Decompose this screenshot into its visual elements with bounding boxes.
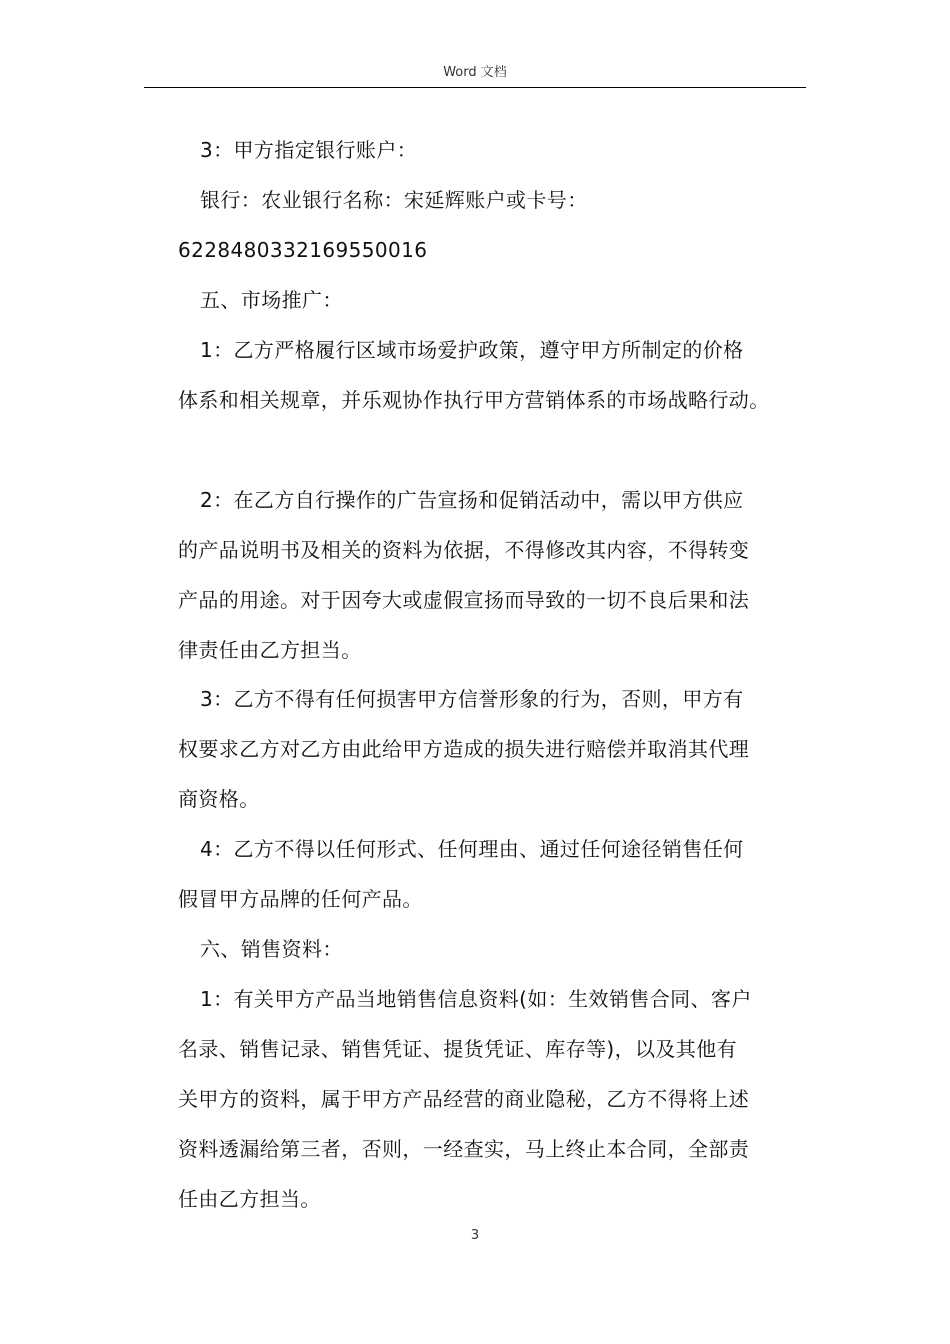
text-line: 产品的用途。对于因夸大或虚假宣扬而导致的一切不良后果和法 — [178, 588, 750, 612]
text-line: 3：乙方不得有任何损害甲方信誉形象的行为，否则，甲方有 — [200, 687, 744, 711]
page-header-title: Word 文档 — [443, 65, 507, 80]
text-line: 权要求乙方对乙方由此给甲方造成的损失进行赔偿并取消其代理 — [178, 737, 750, 761]
text-line: 资料透漏给第三者，否则，一经查实，马上终止本合同，全部责 — [178, 1137, 750, 1161]
text-line: 的产品说明书及相关的资料为依据，不得修改其内容，不得转变 — [178, 538, 750, 562]
text-line: 体系和相关规章，并乐观协作执行甲方营销体系的市场战略行动。 — [178, 388, 770, 412]
text-line: 1：有关甲方产品当地销售信息资料(如：生效销售合同、客户 — [200, 987, 752, 1011]
text-line: 3：甲方指定银行账户： — [200, 138, 418, 162]
text-line: 律责任由乙方担当。 — [178, 638, 362, 662]
text-line: 银行：农业银行名称：宋延辉账户或卡号： — [200, 188, 588, 212]
text-line: 2：在乙方自行操作的广告宣扬和促销活动中，需以甲方供应 — [200, 488, 744, 512]
header-divider — [144, 87, 806, 88]
text-line: 名录、销售记录、销售凭证、提货凭证、库存等)，以及其他有 — [178, 1037, 738, 1061]
account-number-line: 6228480332169550016 — [178, 238, 428, 262]
text-line: 商资格。 — [178, 787, 260, 811]
text-line: 1：乙方严格履行区域市场爱护政策，遵守甲方所制定的价格 — [200, 338, 744, 362]
section-heading-market-promotion: 五、市场推广： — [200, 288, 343, 312]
text-line: 任由乙方担当。 — [178, 1187, 321, 1211]
page-number: 3 — [470, 1228, 480, 1243]
section-heading-sales-materials: 六、销售资料： — [200, 937, 343, 961]
text-line: 关甲方的资料，属于甲方产品经营的商业隐秘，乙方不得将上述 — [178, 1087, 750, 1111]
text-line: 假冒甲方品牌的任何产品。 — [178, 887, 423, 911]
text-line: 4：乙方不得以任何形式、任何理由、通过任何途径销售任何 — [200, 837, 744, 861]
